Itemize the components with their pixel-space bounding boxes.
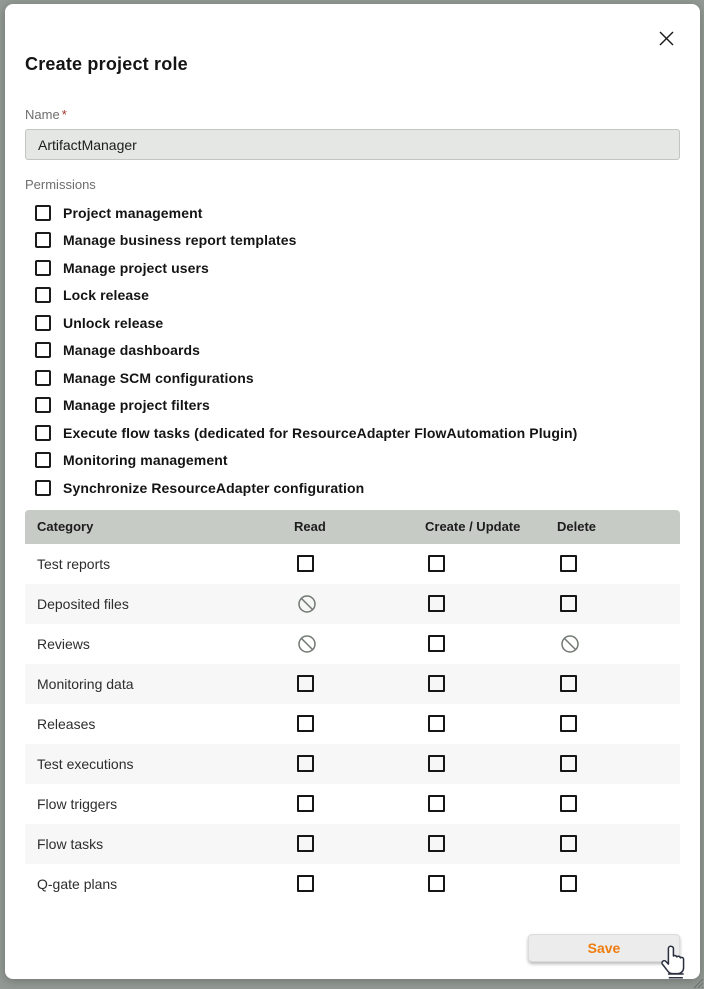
column-header-create-update: Create / Update — [425, 519, 521, 534]
table-row — [25, 744, 680, 784]
permission-label: Manage dashboards — [63, 342, 201, 359]
create-update-cell[interactable] — [425, 875, 557, 892]
permission-item[interactable] — [25, 337, 680, 365]
row-category-label: Reviews — [37, 635, 90, 652]
read-cell[interactable] — [294, 795, 425, 812]
name-field-label — [25, 107, 680, 122]
checkbox-unchecked[interactable] — [297, 675, 314, 692]
checkbox-unchecked[interactable] — [560, 595, 577, 612]
category-permissions-table — [25, 510, 680, 904]
row-category-label: Deposited files — [37, 595, 129, 612]
table-body — [25, 544, 680, 904]
row-category-label: Releases — [37, 715, 96, 732]
checkbox-unchecked[interactable] — [297, 715, 314, 732]
create-update-cell[interactable] — [425, 635, 557, 652]
checkbox-unchecked[interactable] — [35, 480, 51, 496]
checkbox-unchecked[interactable] — [35, 205, 51, 221]
row-category-label: Q-gate plans — [37, 875, 118, 892]
checkbox-unchecked[interactable] — [428, 875, 445, 892]
permission-item[interactable] — [25, 392, 680, 420]
checkbox-unchecked[interactable] — [428, 635, 445, 652]
create-update-cell[interactable] — [425, 755, 557, 772]
table-row — [25, 864, 680, 904]
not-allowed-icon — [297, 634, 317, 654]
table-row — [25, 544, 680, 584]
read-cell[interactable] — [294, 875, 425, 892]
checkbox-unchecked[interactable] — [35, 397, 51, 413]
checkbox-unchecked[interactable] — [428, 675, 445, 692]
checkbox-unchecked[interactable] — [35, 260, 51, 276]
permission-label: Lock release — [63, 287, 150, 304]
table-row — [25, 824, 680, 864]
read-cell[interactable] — [294, 715, 425, 732]
checkbox-unchecked[interactable] — [560, 875, 577, 892]
save-button[interactable]: Save — [528, 934, 680, 962]
create-update-cell[interactable] — [425, 555, 557, 572]
delete-cell[interactable] — [557, 795, 680, 812]
table-row — [25, 624, 680, 664]
permission-label: Synchronize ResourceAdapter configuration — [63, 479, 365, 496]
row-category-label: Test reports — [37, 555, 111, 572]
close-button[interactable] — [656, 28, 676, 48]
checkbox-unchecked[interactable] — [560, 795, 577, 812]
row-category-label: Flow triggers — [37, 795, 118, 812]
checkbox-unchecked[interactable] — [297, 875, 314, 892]
checkbox-unchecked[interactable] — [428, 555, 445, 572]
checkbox-unchecked[interactable] — [35, 452, 51, 468]
permission-label: Project management — [63, 204, 203, 221]
read-cell[interactable] — [294, 634, 425, 654]
required-asterisk: * — [61, 107, 67, 122]
create-update-cell[interactable] — [425, 675, 557, 692]
delete-cell[interactable] — [557, 555, 680, 572]
checkbox-unchecked[interactable] — [560, 555, 577, 572]
name-input[interactable] — [25, 129, 680, 160]
close-icon — [659, 31, 674, 46]
checkbox-unchecked[interactable] — [297, 795, 314, 812]
column-header-category: Category — [37, 519, 94, 534]
permissions-section-label: Permissions — [25, 177, 96, 192]
create-update-cell[interactable] — [425, 595, 557, 612]
checkbox-unchecked[interactable] — [297, 835, 314, 852]
checkbox-unchecked[interactable] — [560, 675, 577, 692]
checkbox-unchecked[interactable] — [428, 595, 445, 612]
delete-cell[interactable] — [557, 875, 680, 892]
table-row — [25, 704, 680, 744]
permission-label: Manage business report templates — [63, 232, 297, 249]
permission-label: Unlock release — [63, 314, 164, 331]
create-update-cell[interactable] — [425, 715, 557, 732]
permission-item[interactable] — [25, 447, 680, 475]
permission-label: Manage project users — [63, 259, 209, 276]
delete-cell[interactable] — [557, 634, 680, 654]
not-allowed-icon — [560, 634, 580, 654]
permission-label: Manage project filters — [63, 397, 210, 414]
create-update-cell[interactable] — [425, 795, 557, 812]
checkbox-unchecked[interactable] — [35, 315, 51, 331]
dialog-title: Create project role — [25, 54, 188, 74]
create-update-cell[interactable] — [425, 835, 557, 852]
table-row — [25, 784, 680, 824]
checkbox-unchecked[interactable] — [560, 835, 577, 852]
create-project-role-dialog — [5, 4, 700, 979]
read-cell[interactable] — [294, 555, 425, 572]
checkbox-unchecked[interactable] — [35, 342, 51, 358]
checkbox-unchecked[interactable] — [560, 755, 577, 772]
checkbox-unchecked[interactable] — [428, 755, 445, 772]
checkbox-unchecked[interactable] — [428, 715, 445, 732]
permission-item[interactable] — [25, 254, 680, 282]
not-allowed-icon — [297, 594, 317, 614]
permission-item[interactable] — [25, 474, 680, 502]
row-category-label: Test executions — [37, 755, 134, 772]
checkbox-unchecked[interactable] — [35, 425, 51, 441]
name-label: Name — [25, 107, 60, 122]
permissions-list — [25, 199, 680, 502]
table-row — [25, 664, 680, 704]
permission-item[interactable] — [25, 364, 680, 392]
column-header-read: Read — [294, 519, 326, 534]
table-row — [25, 584, 680, 624]
row-category-label: Flow tasks — [37, 835, 104, 852]
checkbox-unchecked[interactable] — [560, 715, 577, 732]
read-cell[interactable] — [294, 675, 425, 692]
checkbox-unchecked[interactable] — [428, 835, 445, 852]
checkbox-unchecked[interactable] — [428, 795, 445, 812]
checkbox-unchecked[interactable] — [35, 232, 51, 248]
permission-item[interactable] — [25, 227, 680, 255]
permission-item[interactable] — [25, 282, 680, 310]
read-cell[interactable] — [294, 594, 425, 614]
column-header-delete: Delete — [557, 519, 597, 534]
permission-label: Monitoring management — [63, 452, 228, 469]
checkbox-unchecked[interactable] — [297, 755, 314, 772]
delete-cell[interactable] — [557, 835, 680, 852]
permission-label: Execute flow tasks (dedicated for ResourceAdapter FlowAutomation Plugin) — [63, 424, 578, 441]
delete-cell[interactable] — [557, 755, 680, 772]
read-cell[interactable] — [294, 755, 425, 772]
dialog-footer — [25, 934, 680, 962]
delete-cell[interactable] — [557, 595, 680, 612]
permission-item[interactable] — [25, 419, 680, 447]
delete-cell[interactable] — [557, 715, 680, 732]
checkbox-unchecked[interactable] — [35, 287, 51, 303]
delete-cell[interactable] — [557, 675, 680, 692]
checkbox-unchecked[interactable] — [35, 370, 51, 386]
row-category-label: Monitoring data — [37, 675, 134, 692]
read-cell[interactable] — [294, 835, 425, 852]
checkbox-unchecked[interactable] — [297, 555, 314, 572]
permission-label: Manage SCM configurations — [63, 369, 254, 386]
permission-item[interactable] — [25, 309, 680, 337]
table-header-row — [25, 510, 680, 544]
permission-item[interactable] — [25, 199, 680, 227]
